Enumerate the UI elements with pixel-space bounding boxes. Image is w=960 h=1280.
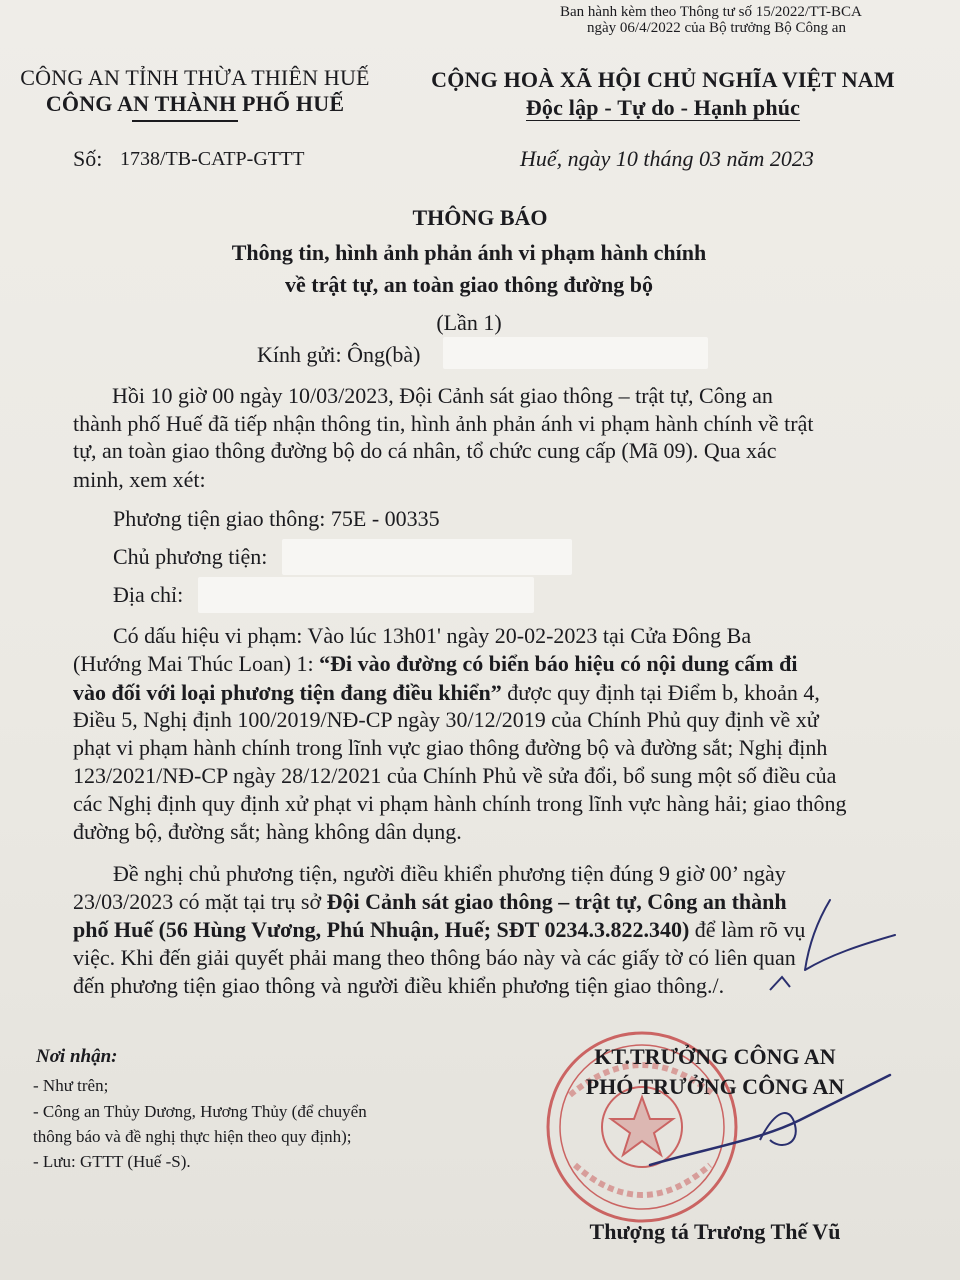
address-label: Địa chỉ: bbox=[113, 582, 184, 607]
violation-line4: Điều 5, Nghị định 100/2019/NĐ-CP ngày 30/12/2019 của Chính Phủ quy định về xử bbox=[73, 707, 819, 732]
handwritten-signature-icon bbox=[640, 1070, 900, 1180]
doc-round: (Lần 1) bbox=[436, 310, 502, 335]
request-line3-bold: phố Huế (56 Hùng Vương, Phú Nhuận, Huế; SĐT 0234.3.822.340) bbox=[73, 917, 690, 942]
recipients-item-4: - Lưu: GTTT (Huế -S). bbox=[33, 1152, 191, 1171]
agency-underline bbox=[132, 120, 238, 122]
national-title: CỘNG HOÀ XÃ HỘI CHỦ NGHĨA VIỆT NAM bbox=[431, 67, 895, 92]
request-line4: việc. Khi đến giải quyết phải mang theo thông báo này và các giấy tờ có liên quan bbox=[73, 945, 796, 970]
place-date: Huế, ngày 10 tháng 03 năm 2023 bbox=[520, 146, 814, 171]
request-line2-pre: 23/03/2023 có mặt tại trụ sở bbox=[73, 889, 327, 914]
violation-line3 bbox=[73, 678, 893, 707]
agency-parent: CÔNG AN TỈNH THỪA THIÊN HUẾ bbox=[20, 65, 370, 90]
violation-line1: Có dấu hiệu vi phạm: Vào lúc 13h01' ngày 20-02-2023 tại Cửa Đông Ba bbox=[113, 623, 752, 648]
ink-mark-icon bbox=[760, 895, 900, 995]
violation-line5: phạt vi phạm hành chính trong lĩnh vực giao thông đường bộ và đường sắt; Nghị định bbox=[73, 735, 828, 760]
request-line5: đến phương tiện giao thông và người điều khiển phương tiện giao thông./. bbox=[73, 973, 725, 998]
intro-line2: thành phố Huế đã tiếp nhận thông tin, hình ảnh phản ánh vi phạm hành chính về trật bbox=[73, 411, 814, 436]
violation-bold-part1: “Đi vào đường có biển báo hiệu có nội dung cấm đi bbox=[319, 651, 798, 676]
recipient-label: Kính gửi: Ông(bà) bbox=[257, 342, 421, 367]
violation-line2-text: (Hướng Mai Thúc Loan) 1: bbox=[73, 651, 320, 676]
agency-name: CÔNG AN THÀNH PHỐ HUẾ bbox=[45, 91, 345, 116]
national-motto-text: Độc lập - Tự do - Hạnh phúc bbox=[525, 95, 801, 120]
doc-title: THÔNG BÁO bbox=[412, 205, 548, 230]
request-line1: Đề nghị chủ phương tiện, người điều khiển phương tiện đúng 9 giờ 00’ ngày bbox=[113, 861, 786, 886]
issuance-note-line2: ngày 06/4/2022 của Bộ trưởng Bộ Công an bbox=[587, 20, 846, 36]
signature-line2: PHÓ TRƯỞNG CÔNG AN bbox=[585, 1074, 845, 1099]
recipients-item-3: thông báo và đề nghị thực hiện theo quy định); bbox=[33, 1127, 352, 1146]
doc-number-label: Số: bbox=[73, 146, 103, 171]
doc-subtitle-line2: về trật tự, an toàn giao thông đường bộ bbox=[284, 272, 653, 297]
vehicle-label: Phương tiện giao thông: 75E - 00335 bbox=[113, 506, 440, 531]
violation-line7: các Nghị định quy định xử phạt vi phạm hành chính trong lĩnh vực hàng hải; giao thông bbox=[73, 791, 847, 816]
violation-line8: đường bộ, đường sắt; hàng không dân dụng. bbox=[73, 819, 462, 844]
recipients-title: Nơi nhận: bbox=[36, 1046, 118, 1067]
violation-line2 bbox=[73, 649, 893, 678]
national-motto bbox=[420, 94, 906, 122]
doc-number-value: 1738/TB-CATP-GTTT bbox=[120, 148, 305, 170]
request-line3-post: để làm rõ vụ bbox=[689, 917, 806, 942]
intro-line4: minh, xem xét: bbox=[73, 467, 206, 492]
doc-subtitle-line1: Thông tin, hình ảnh phản ánh vi phạm hành chính bbox=[231, 240, 707, 265]
owner-redaction bbox=[282, 539, 572, 575]
issuance-note-line1: Ban hành kèm theo Thông tư số 15/2022/TT-BCA bbox=[560, 4, 862, 20]
address-redaction bbox=[198, 577, 534, 613]
intro-line3: tự, an toàn giao thông đường bộ do cá nhân, tổ chức cung cấp (Mã 09). Qua xác bbox=[73, 438, 777, 463]
violation-line6: 123/2021/NĐ-CP ngày 28/12/2021 của Chính Phủ về sửa đổi, bổ sung một số điều của bbox=[73, 763, 837, 788]
signature-line1: KT.TRƯỞNG CÔNG AN bbox=[594, 1044, 836, 1069]
signer-name: Thượng tá Trương Thế Vũ bbox=[589, 1219, 841, 1244]
violation-after-bold: được quy định tại Điểm b, khoản 4, bbox=[501, 680, 820, 705]
owner-label: Chủ phương tiện: bbox=[113, 544, 268, 569]
recipient-redaction bbox=[443, 337, 708, 369]
intro-line1: Hồi 10 giờ 00 ngày 10/03/2023, Đội Cảnh sát giao thông – trật tự, Công an bbox=[112, 383, 773, 408]
request-line2-bold: Đội Cảnh sát giao thông – trật tự, Công an thành bbox=[326, 889, 787, 914]
recipients-item-2: - Công an Thủy Dương, Hương Thủy (để chuyển bbox=[33, 1102, 367, 1121]
recipients-item-1: - Như trên; bbox=[33, 1076, 109, 1095]
violation-bold-part2: vào đối với loại phương tiện đang điều khiển” bbox=[73, 680, 502, 705]
